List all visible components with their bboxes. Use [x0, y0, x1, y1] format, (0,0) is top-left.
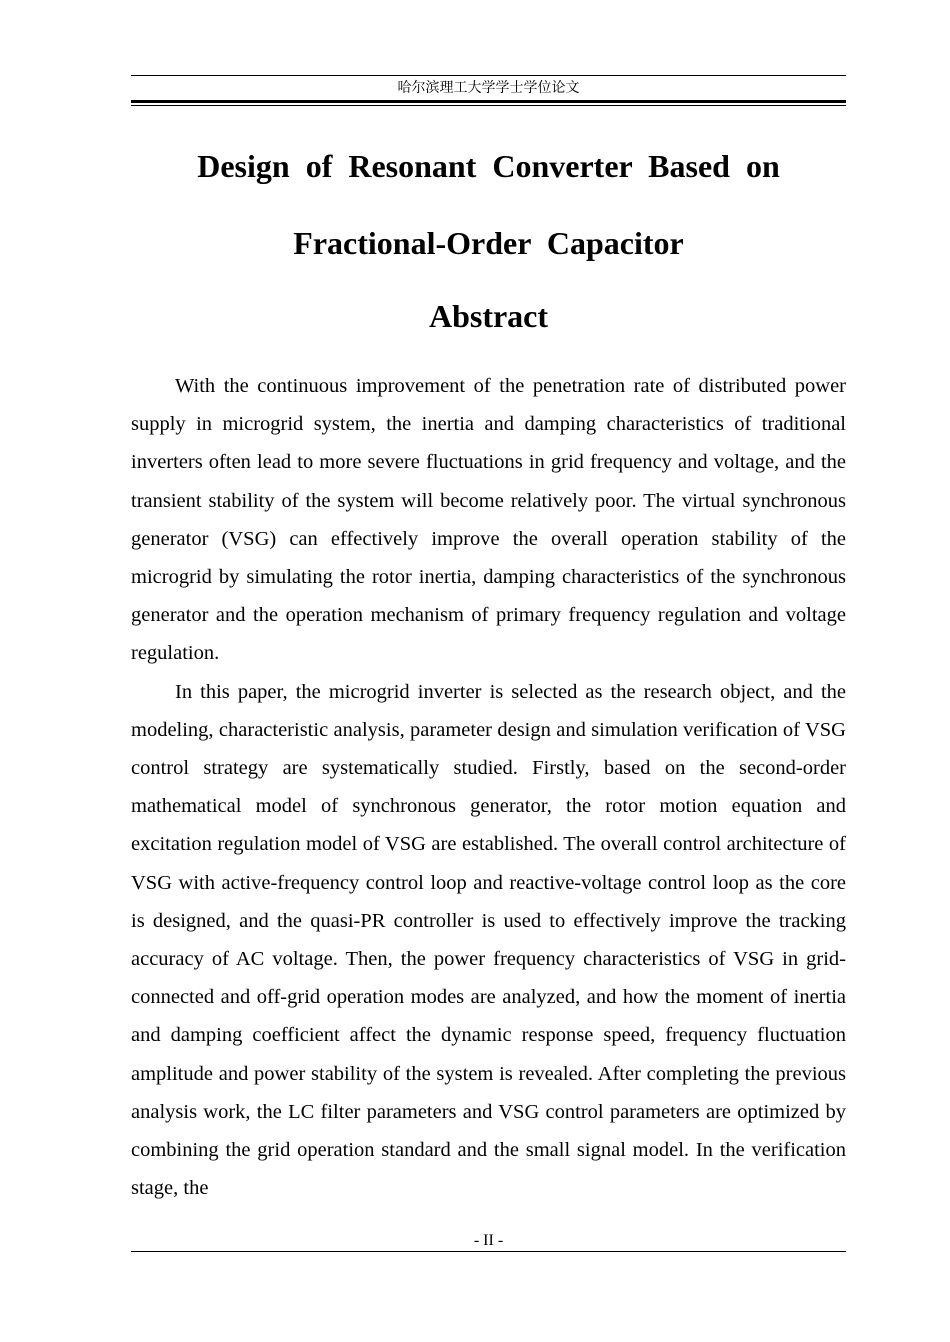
page-number: - II -	[473, 1232, 504, 1249]
header-top-rule	[131, 75, 846, 76]
header-title: 哈尔滨理工大学学士学位论文	[397, 80, 580, 96]
thesis-title	[131, 128, 846, 282]
abstract-paragraph-2: In this paper, the microgrid inverter is selected as the research object, and the modeling, characteristic analysis, parameter design and simulation verification of VSG control strategy are systematically studied. Firstly, based on the second-order mathematical model of synchronous generator, the rotor motion equation and excitation regulation model of VSG are established. The overall control architecture of VSG with active-frequency control loop and reactive-voltage control loop as the core is designed, and the quasi-PR controller is used to effectively improve the tracking accuracy of AC voltage. Then, the power frequency characteristics of VSG in grid-connected and off-grid operation modes are analyzed, and how the moment of inertia and damping coefficient affect the dynamic response speed, frequency fluctuation amplitude and power stability of the system is revealed. After completing the previous analysis work, the LC filter parameters and VSG control parameters are optimized by combining the grid operation standard and the small signal model. In the verification stage, the	[131, 680, 846, 1200]
page-footer	[131, 1230, 846, 1254]
abstract-heading: Abstract	[428, 298, 549, 334]
abstract-paragraph-1: With the continuous improvement of the penetration rate of distributed power supply in microgrid system, the inertia and damping characteristics of traditional inverters often lead to more severe fluctuations in grid frequency and voltage, and the transient stability of the system will become relatively poor. The virtual synchronous generator (VSG) can effectively improve the overall operation stability of the microgrid by simulating the rotor inertia, damping characteristics of the synchronous generator and the operation mechanism of primary frequency regulation and voltage regulation.	[131, 375, 846, 665]
thesis-title-line-1: Design of Resonant Converter Based on	[197, 148, 780, 184]
thesis-title-line-2: Fractional-Order Capacitor	[293, 225, 684, 261]
header-thick-rule	[131, 100, 846, 103]
abstract-body	[131, 367, 846, 1207]
page-header	[131, 75, 846, 105]
header-thin-rule	[131, 105, 846, 106]
footer-rule	[131, 1251, 846, 1252]
